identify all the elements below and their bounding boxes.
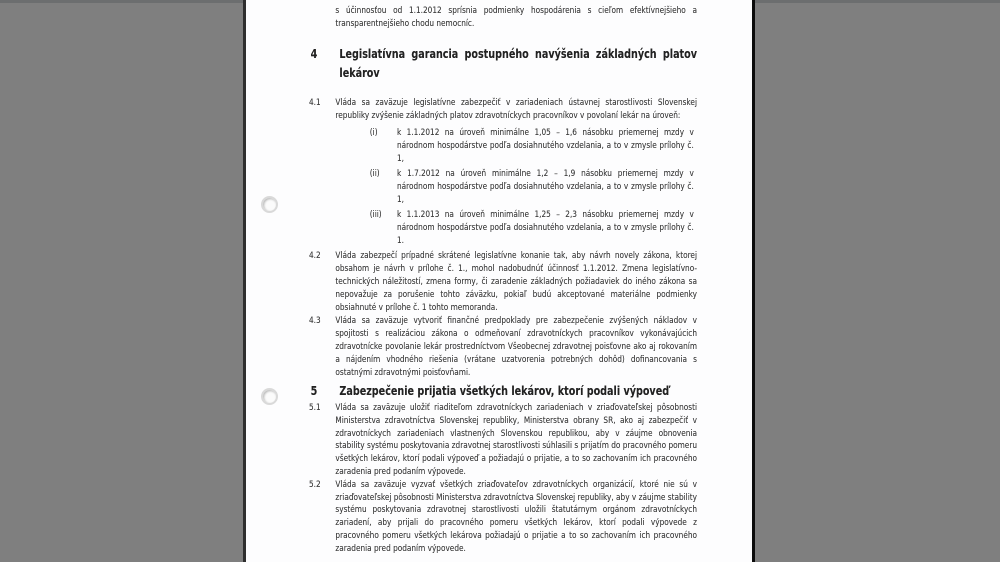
clause-4-1-item-ii [309,167,699,206]
page-right-edge [752,0,755,562]
continuation-paragraph [309,4,699,30]
item-text: k 1.7.2012 na úroveň minimálne 1,2 – 1,9 násobku priemernej mzdy v národnom hospodárstve podľa dosiahnutého vzdelania, a to v zmysle prílohy č. 1, [397,168,694,205]
item-label: (ii) [369,168,380,179]
clause-number: 4.2 [309,250,321,261]
clause-5-2 [309,479,699,556]
clause-number: 4.1 [309,97,321,108]
clause-text: Vláda zabezpečí prípadné skrátené legislatívne konanie tak, aby návrh novely zákona, ktorej obsahom je návrh v prílohe č. 1., mohol nadobudnúť účinnosť 1.1.2012. Zmena legislatívno-technických náležitostí, zmena formy, či zaradenie základných požiadaviek do iného zákona sa nepovažuje za porušenie tohto záväzku, pokiaľ budú akceptované materiálne podmienky obsiahnuté v prílohe č. 1 tohto memoranda. [335,250,697,313]
item-text: k 1.1.2013 na úroveň minimálne 1,25 – 2,3 násobku priemernej mzdy v národnom hospodárstve podľa dosiahnutého vzdelania, a to v zmysle prílohy č. 1. [397,209,694,246]
section-number: 5 [310,384,318,398]
clause-number: 5.2 [309,478,321,490]
item-label: (iii) [369,209,382,220]
clause-4-3 [309,314,699,379]
clause-number: 4.3 [309,315,321,326]
clause-5-1 [309,402,699,479]
item-text: k 1.1.2012 na úroveň minimálne 1,05 – 1,6 násobku priemernej mzdy v národnom hospodárstve podľa dosiahnutého vzdelania, a to v zmysle prílohy č. 1, [397,127,694,164]
punch-hole-top-icon [261,196,278,213]
section-number: 4 [310,47,318,61]
clause-text: Vláda sa zaväzuje uložiť riaditeľom zdravotníckych zariadeniach v zriaďovateľskej pôsobnosti Ministerstva zdravotníctva Slovenskej republiky, Ministerstva obrany SR, ako aj zabezpečiť v zdravotníckych zariadeniach vlastnených Slovenskou republikou, aby v záujme obnovenia stability systému poskytovania zdravotnej starostlivosti súhlasili s prijatím do pracovného pomeru všetkých lekárov, ktorí podali výpoveď a požiadajú o prijatie, a to so zachovaním ich pracovného zaradenia pred podaním výpovede. [335,402,697,477]
clause-4-2 [309,249,699,314]
section-5-heading [309,382,699,401]
document-page [246,0,752,562]
item-label: (i) [369,127,378,138]
punch-hole-bottom-icon [261,388,278,405]
document-content [309,0,699,556]
section-heading-text: Zabezpečenie prijatia všetkých lekárov, ktorí podali výpoveď [339,384,670,398]
clause-text: Vláda sa zaväzuje vyzvať všetkých zriaďovateľov zdravotníckych organizácií, ktoré nie sú v zriaďovateľskej pôsobnosti Ministerstva zdravotníctva Slovenskej republiky, aby v záujme stability systému poskytovania zdravotnej starostlivosti uložili štatutárnym orgánom zdravotníckych zariadení, aby prijali do pracovného pomeru všetkých lekárov, ktorí podali výpovede z pracovného pomeru všetkých lekárova požiadajú o prijatie a to so zachovaním ich pracovného zaradenia pred podaním výpovede. [335,478,697,554]
clause-text: Vláda sa zaväzuje vytvoriť finančné predpoklady pre zabezpečenie zvýšených nákladov v spojitosti s realizáciou zákona o odmeňovaní zdravotníckych pracovníkov vykonávajúcich zdravotnícke povolanie lekár prostredníctvom Všeobecnej zdravotnej poisťovne ako aj rokovaním a nájdením vhodného riešenia (vrátane uzatvorenia potrebných dohôd) dofinancovania s ostatnými zdravotnými poisťovňami. [335,315,697,378]
clause-number: 5.1 [309,402,321,413]
page-left-edge [243,0,246,562]
section-4-heading [309,45,699,83]
clause-4-1 [309,96,699,122]
paragraph-text: s účinnosťou od 1.1.2012 sprísnia podmienky hospodárenia s cieľom efektívnejšieho a transparentnejšieho chodu nemocníc. [335,5,697,29]
clause-4-1-item-iii [309,208,699,247]
section-heading-text: Legislatívna garancia postupného navýšenia základných platov lekárov [339,47,697,80]
clause-4-1-item-i [309,126,699,165]
clause-text: Vláda sa zaväzuje legislatívne zabezpečiť v zariadeniach ústavnej starostlivosti Slovenskej republiky zvýšenie základných platov zdravotníckych pracovníkov v povolaní lekár na úroveň: [335,97,697,121]
